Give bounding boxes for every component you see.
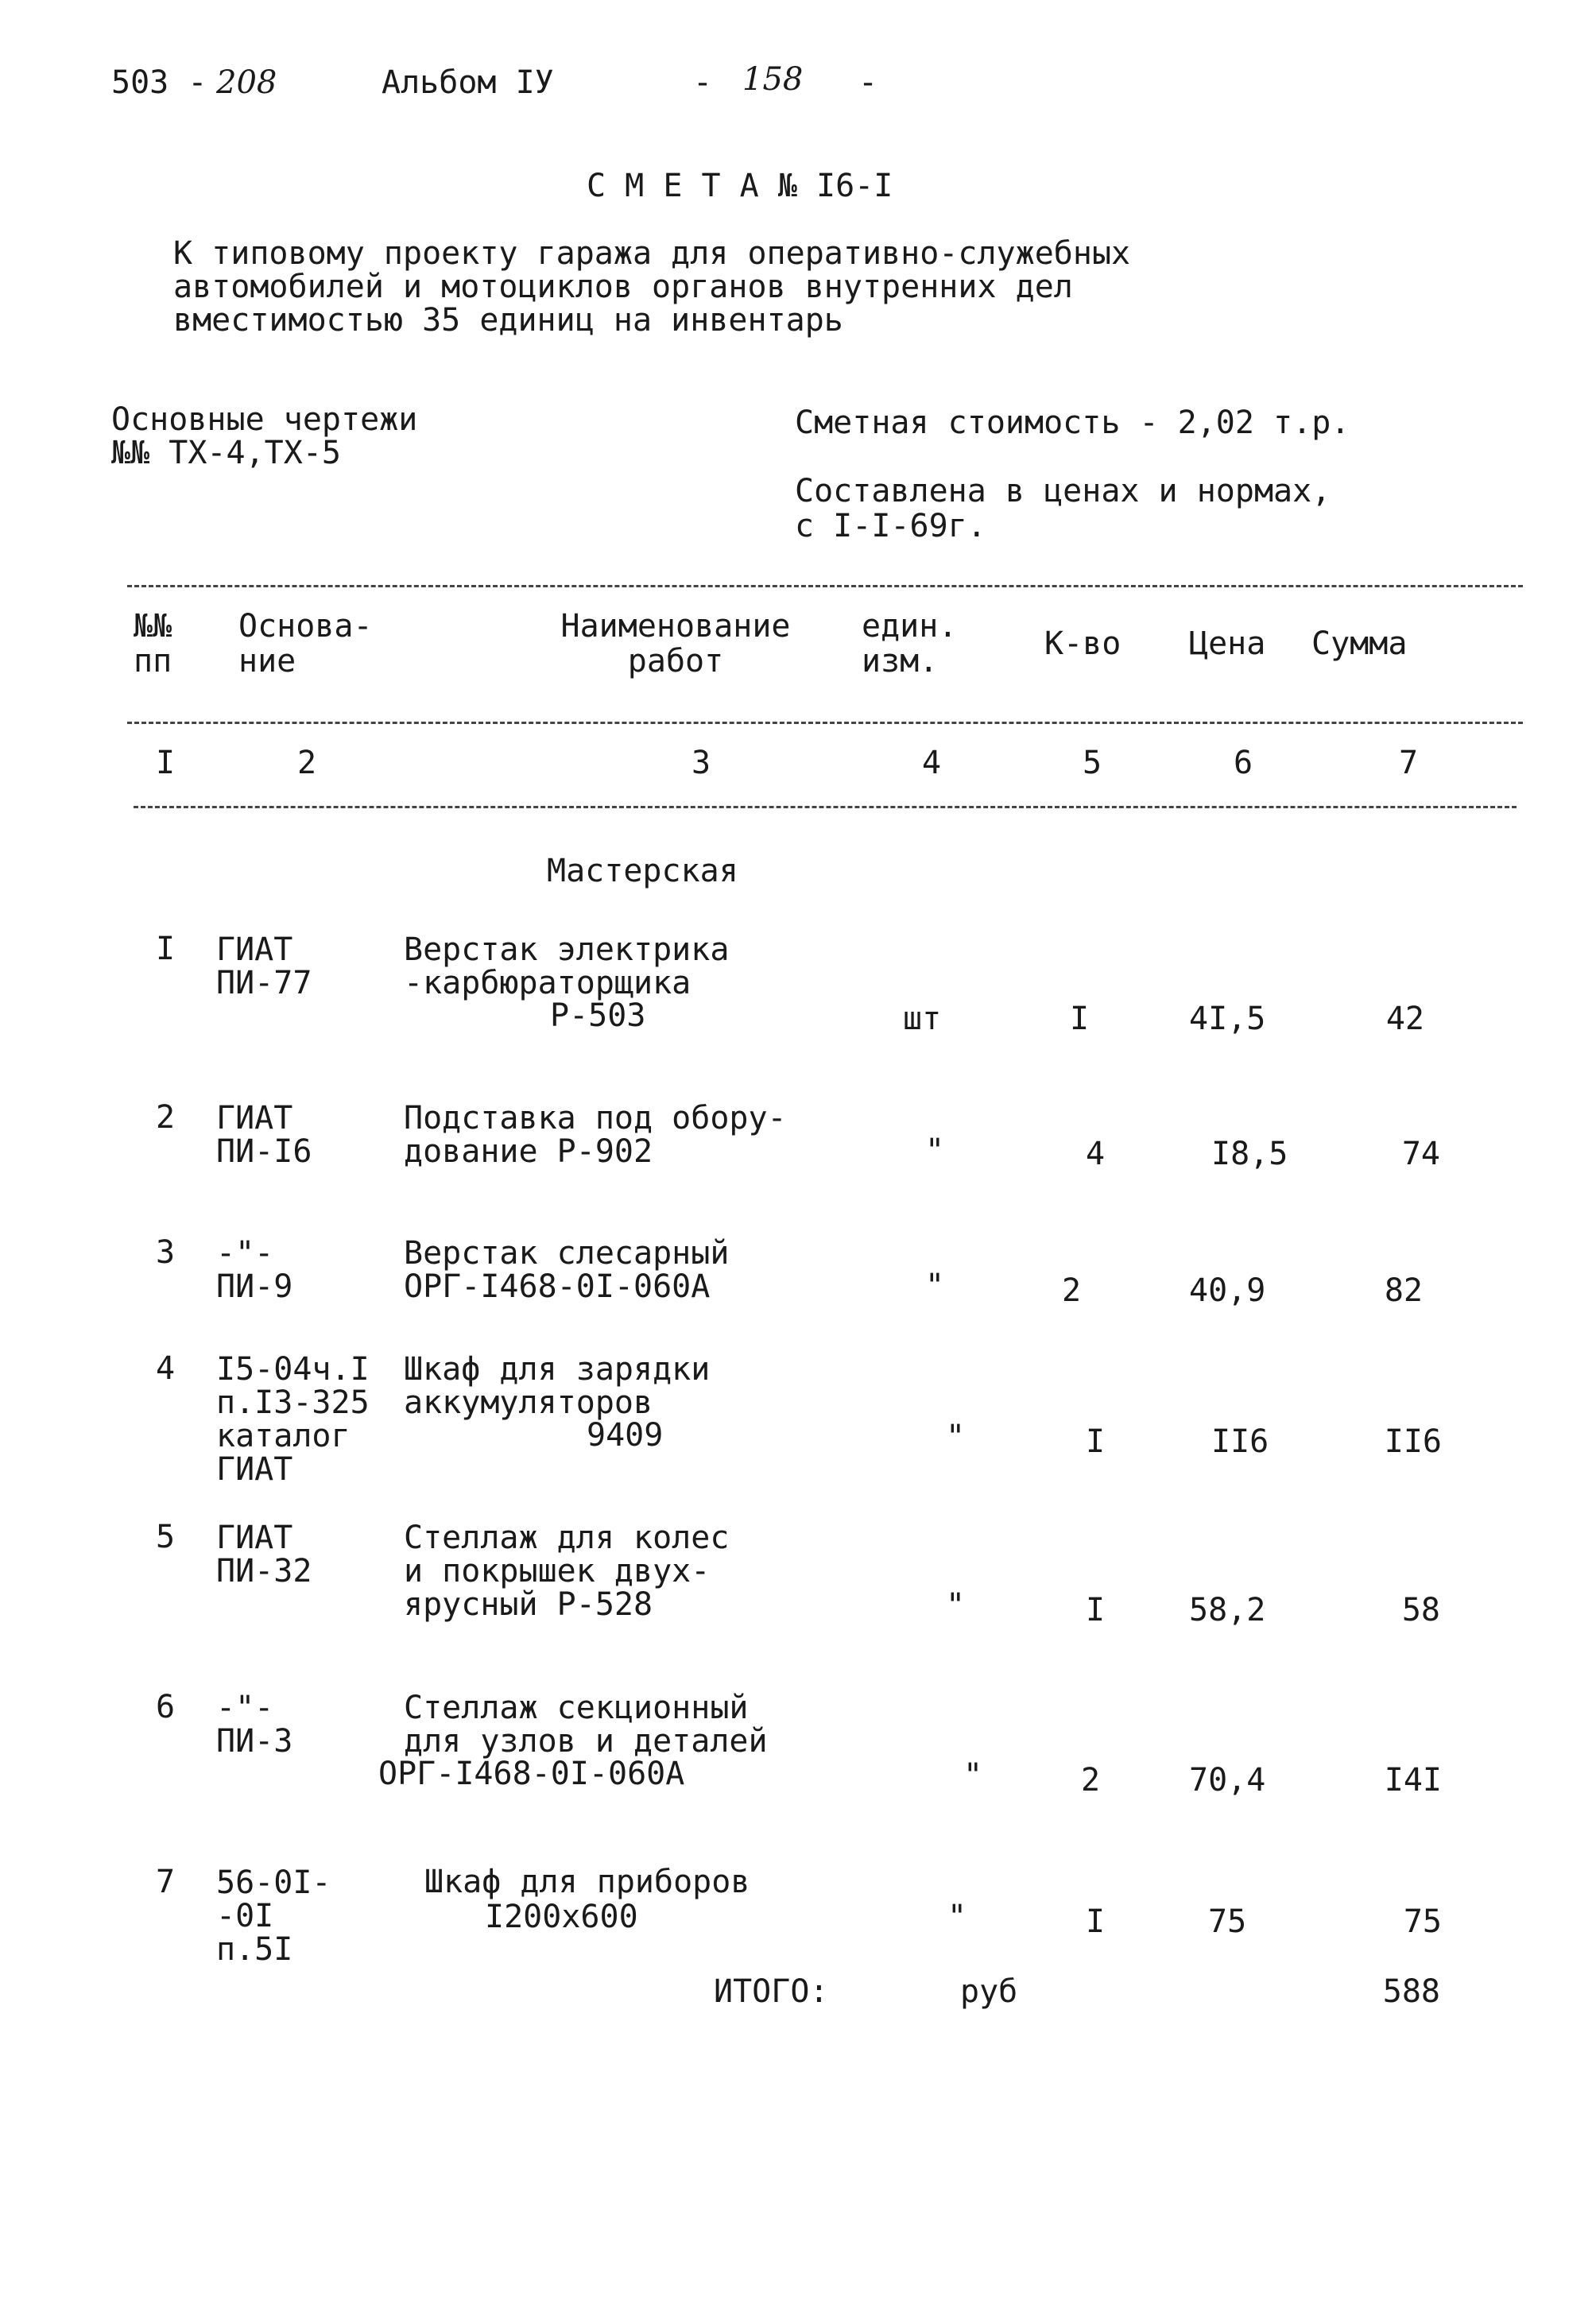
row-3-qty: 2	[1062, 1272, 1082, 1309]
row-7-name-code: I200х600	[485, 1899, 638, 1935]
row-2-no: 2	[156, 1099, 176, 1136]
drawings-numbers: №№ ТХ-4,ТХ-5	[111, 435, 341, 471]
header-bottom-rule	[127, 722, 1523, 724]
row-4-unit: "	[946, 1419, 966, 1455]
estimated-cost: Сметная стоимость - 2,02 т.р.	[795, 405, 1350, 441]
row-2-price: I8,5	[1211, 1136, 1288, 1172]
row-2-qty: 4	[1086, 1136, 1106, 1172]
row-6-name: Стеллаж секционный для узлов и деталей	[404, 1690, 768, 1760]
row-2-unit: "	[925, 1133, 945, 1169]
document-subtitle: К типовому проекту гаража для оперативно-служебных автомобилей и мотоциклов оргaнов внутренних дел вместимостью 35 единиц на инвентарь	[173, 235, 1131, 339]
row-3-price: 40,9	[1189, 1272, 1266, 1309]
row-1-basis: ГИАТ ПИ-77	[216, 931, 312, 1001]
row-6-basis: -"- ПИ-3	[216, 1690, 293, 1760]
page-dash-right: -	[858, 64, 878, 101]
row-3-sum: 82	[1384, 1272, 1423, 1309]
row-5-unit: "	[946, 1587, 966, 1624]
col-number-2: 2	[297, 745, 317, 781]
row-5-basis: ГИАТ ПИ-32	[216, 1520, 312, 1589]
row-7-basis: 56-0I- -0I п.5I	[216, 1864, 331, 1968]
row-7-no: 7	[156, 1864, 176, 1900]
row-4-sum: II6	[1384, 1423, 1442, 1460]
row-1-qty: I	[1070, 1001, 1090, 1037]
row-5-name: Стеллаж для колес и покрышек двух- ярусный Р-528	[404, 1520, 730, 1623]
album-label: Альбом IУ	[382, 64, 554, 101]
row-1-no: I	[156, 931, 176, 967]
row-1-name-code: Р-503	[550, 997, 646, 1034]
col-number-3: 3	[691, 745, 711, 781]
row-6-price: 70,4	[1189, 1762, 1266, 1799]
col-number-1: I	[156, 745, 176, 781]
row-1-price: 4I,5	[1189, 1001, 1266, 1037]
column-numbers-rule	[134, 806, 1517, 808]
col-number-6: 6	[1234, 745, 1253, 781]
header-sum: Сумма	[1311, 625, 1408, 662]
header-quantity: К-во	[1044, 625, 1121, 662]
row-7-unit: "	[947, 1899, 967, 1935]
row-3-no: 3	[156, 1234, 176, 1271]
row-6-name-code: ОРГ-I468-0I-060А	[378, 1756, 685, 1792]
row-7-sum: 75	[1403, 1903, 1442, 1940]
row-6-qty: 2	[1081, 1762, 1101, 1799]
row-4-name: Шкаф для зарядки аккумуляторов	[404, 1351, 711, 1421]
total-label: ИТОГО:	[714, 1973, 829, 2010]
total-sum: 588	[1382, 1973, 1440, 2010]
row-3-basis: -"- ПИ-9	[216, 1235, 293, 1305]
row-7-qty: I	[1086, 1903, 1106, 1940]
header-work-name: Наименование работ	[560, 608, 791, 680]
row-2-basis: ГИАТ ПИ-I6	[216, 1100, 312, 1170]
row-4-no: 4	[156, 1350, 176, 1387]
row-6-no: 6	[156, 1689, 176, 1725]
row-5-no: 5	[156, 1519, 176, 1555]
page-dash-left: -	[693, 64, 713, 101]
header-unit: един. изм.	[862, 608, 958, 680]
row-3-unit: "	[925, 1268, 945, 1304]
row-1-sum: 42	[1385, 1001, 1424, 1037]
series-number: 503 -	[111, 64, 207, 101]
prices-basis: Составлена в ценах и нормах, с I-I-69г.	[795, 473, 1331, 544]
col-number-7: 7	[1399, 745, 1419, 781]
row-4-qty: I	[1086, 1423, 1106, 1460]
row-6-unit: "	[963, 1757, 983, 1794]
row-6-sum: I4I	[1384, 1762, 1442, 1799]
header-no: №№ пп	[134, 608, 172, 680]
row-4-basis: I5-04ч.I п.I3-325 каталог ГИАТ	[216, 1351, 370, 1488]
row-3-name: Верстак слесарный ОРГ-I468-0I-060А	[404, 1235, 730, 1305]
header-basis: Основа- ние	[238, 608, 373, 680]
drawings-label: Основные чертежи	[111, 401, 418, 438]
row-5-sum: 58	[1401, 1592, 1440, 1628]
row-5-qty: I	[1086, 1592, 1106, 1628]
series-number-handwritten: 208	[216, 64, 277, 101]
page-number-handwritten: 158	[742, 61, 804, 98]
header-price: Цена	[1189, 625, 1266, 662]
row-2-name: Подставка под обору- дование Р-902	[404, 1100, 787, 1170]
row-4-name-code: 9409	[587, 1417, 664, 1454]
total-unit: руб	[960, 1973, 1018, 2010]
section-title: Мастерская	[547, 853, 738, 889]
row-5-price: 58,2	[1189, 1592, 1266, 1628]
col-number-5: 5	[1083, 745, 1102, 781]
col-number-4: 4	[922, 745, 942, 781]
table-top-rule	[127, 585, 1523, 587]
document-title: С М Е Т А № I6-I	[587, 168, 893, 204]
row-7-price: 75	[1208, 1903, 1247, 1940]
row-7-name: Шкаф для приборов	[424, 1864, 750, 1900]
row-1-unit: шт	[903, 1001, 942, 1037]
row-4-price: II6	[1211, 1423, 1269, 1460]
row-1-name: Верстак электрика -карбюраторщика	[404, 931, 730, 1001]
row-2-sum: 74	[1401, 1136, 1440, 1172]
